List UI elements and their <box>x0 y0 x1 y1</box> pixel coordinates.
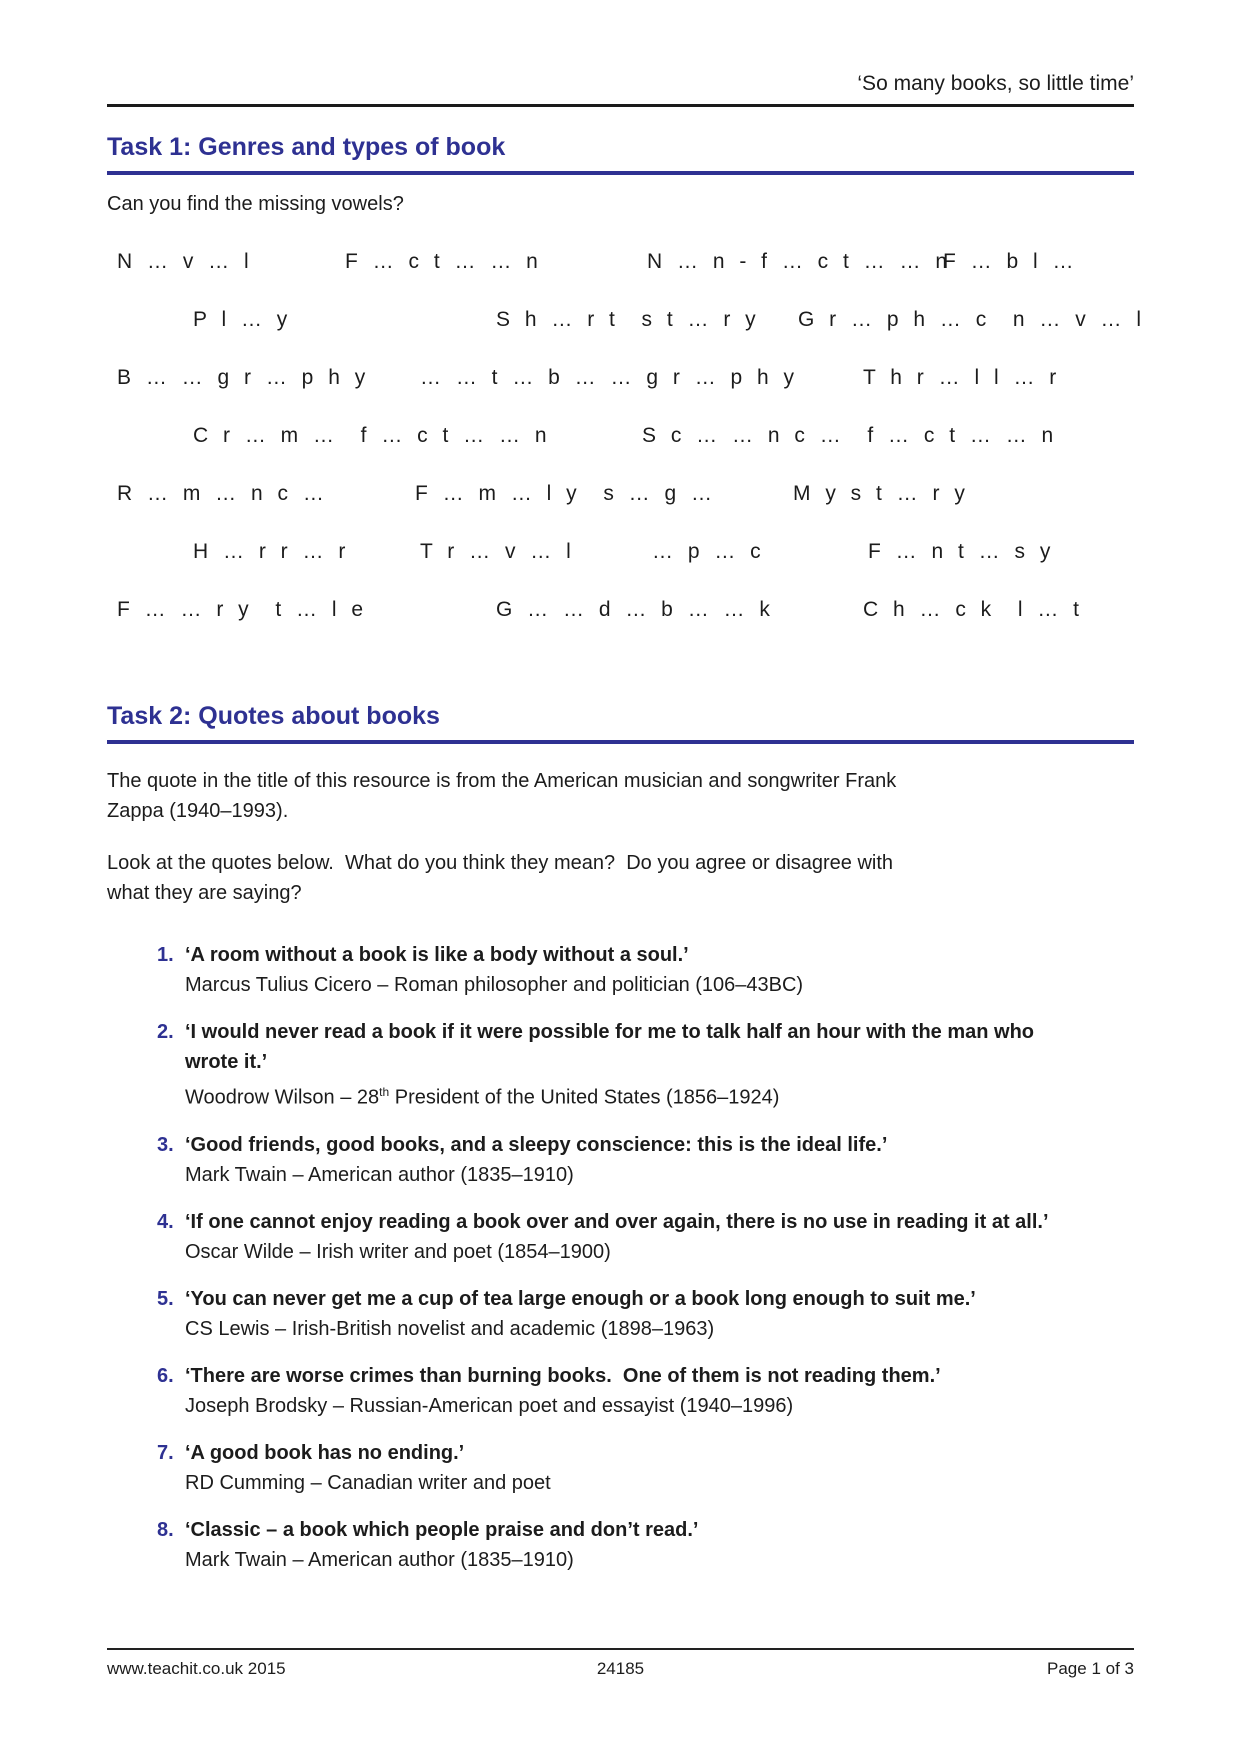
quote-text: ‘I would never read a book if it were possible for me to talk half an hour with the man who wrote it.’ <box>185 1021 1040 1073</box>
quotes-list <box>107 940 1134 1575</box>
quote-body <box>185 1361 941 1421</box>
vowel-word-mystery: M y s t … r y <box>793 482 968 505</box>
task1-prompt: Can you find the missing vowels? <box>107 193 404 215</box>
quote-body <box>185 1284 976 1344</box>
intro-line: The quote in the title of this resource is from the American musician and songwriter Frank <box>107 770 897 792</box>
quote-text: ‘There are worse crimes than burning books. One of them is not reading them.’ <box>185 1364 941 1387</box>
footer-doc-id: 24185 <box>596 1659 645 1678</box>
quote-item-6 <box>157 1361 1134 1421</box>
vowel-word-graphic-novel: G r … p h … c n … v … l <box>798 308 1145 331</box>
quote-item-7 <box>157 1438 1134 1498</box>
vowel-word-family-saga: F … m … l y s … g … <box>415 482 716 505</box>
vowel-word-horror: H … r r … r <box>193 540 349 563</box>
quote-item-8 <box>157 1515 1134 1575</box>
task1-section <box>107 133 1145 646</box>
intro-line: Zappa (1940–1993). <box>107 800 289 822</box>
task2-intro-instructions <box>107 848 1134 908</box>
vowel-word-fantasy: F … n t … s y <box>868 540 1054 563</box>
vowel-word-thriller: T h r … l l … r <box>863 366 1060 389</box>
vowel-word-autobiography: … … t … b … … g r … p h y <box>420 366 798 389</box>
vowel-word-novel: N … v … l <box>117 250 252 273</box>
quote-text: ‘A good book has no ending.’ <box>185 1441 465 1464</box>
vowel-word-biography: B … … g r … p h y <box>117 366 369 389</box>
quote-body <box>185 1017 1085 1113</box>
footer-site: www.teachit.co.uk 2015 <box>107 1659 286 1678</box>
quote-item-2 <box>157 1017 1134 1113</box>
vowel-word-epic: … p … c <box>652 540 764 563</box>
attribution-post: President of the United States (1856–1924) <box>389 1086 780 1109</box>
quote-number: 8. <box>157 1518 174 1541</box>
footer-page-number: Page 1 of 3 <box>1047 1659 1134 1678</box>
quote-text: ‘A room without a book is like a body without a soul.’ <box>185 944 689 966</box>
vowel-row <box>107 588 1134 646</box>
vowel-word-fable: F … b l … <box>943 250 1077 273</box>
vowel-word-fiction: F … c t … … n <box>345 250 541 273</box>
quote-number: 4. <box>157 1210 174 1233</box>
vowel-row <box>107 472 1134 530</box>
vowel-word-play: P l … y <box>193 308 291 331</box>
quote-attribution: RD Cumming – Canadian writer and poet <box>185 1471 551 1494</box>
page-content <box>107 0 1145 1592</box>
vowel-row <box>107 298 1145 356</box>
quote-attribution <box>185 1077 1085 1113</box>
task2-section <box>107 702 1134 1575</box>
vowel-word-science-fiction: S c … … n c … f … c t … … n <box>642 424 1057 447</box>
quote-body <box>185 1515 698 1575</box>
doc-header <box>107 0 1134 107</box>
quote-number: 5. <box>157 1287 174 1310</box>
vowel-row <box>107 530 1134 588</box>
vowel-row <box>107 414 1134 472</box>
vowel-word-guidebook: G … … d … b … … k <box>496 598 773 621</box>
quote-body <box>185 940 803 1000</box>
quote-text: ‘Good friends, good books, and a sleepy conscience: this is the ideal life.’ <box>185 1133 888 1156</box>
quote-text: ‘Classic – a book which people praise and don’t read.’ <box>185 1518 699 1541</box>
vowel-word-fairy-tale: F … … r y t … l e <box>117 598 367 621</box>
quote-attribution: CS Lewis – Irish-British novelist and academic (1898–1963) <box>185 1317 715 1340</box>
quote-number: 7. <box>157 1441 174 1464</box>
intro-line: Look at the quotes below. What do you think they mean? Do you agree or disagree with <box>107 852 894 874</box>
vowel-word-romance: R … m … n c … <box>117 482 327 505</box>
quote-attribution: Joseph Brodsky – Russian-American poet and essayist (1940–1996) <box>185 1394 794 1417</box>
quote-number: 6. <box>157 1364 174 1387</box>
vowel-word-chick-lit: C h … c k l … t <box>863 598 1083 621</box>
vowel-word-non-fiction: N … n - f … c t … … n <box>647 250 951 273</box>
vowel-word-crime-fiction: C r … m … f … c t … … n <box>193 424 550 447</box>
quote-attribution: Oscar Wilde – Irish writer and poet (1854–1900) <box>185 1240 611 1263</box>
task2-heading: Task 2: Quotes about books <box>107 702 1134 744</box>
vowel-row <box>107 356 1134 414</box>
vowel-row <box>107 240 1134 298</box>
quote-body <box>185 1130 887 1190</box>
task2-intro-zappa <box>107 766 1134 826</box>
quote-item-5 <box>157 1284 1134 1344</box>
quote-attribution: Marcus Tulius Cicero – Roman philosopher and politician (106–43BC) <box>185 974 804 996</box>
vowel-word-travel: T r … v … l <box>420 540 574 563</box>
doc-title: ‘So many books, so little time’ <box>857 72 1134 95</box>
quote-number: 3. <box>157 1133 174 1156</box>
quote-number: 2. <box>157 1021 174 1043</box>
doc-footer <box>107 1648 1134 1679</box>
quote-number: 1. <box>157 944 174 966</box>
quote-text: ‘You can never get me a cup of tea large enough or a book long enough to suit me.’ <box>185 1287 976 1310</box>
quote-body <box>185 1438 551 1498</box>
quote-attribution: Mark Twain – American author (1835–1910) <box>185 1548 574 1571</box>
attribution-pre: Woodrow Wilson – 28 <box>185 1086 380 1109</box>
quote-item-3 <box>157 1130 1134 1190</box>
vowel-word-short-story: S h … r t s t … r y <box>496 308 759 331</box>
quote-attribution: Mark Twain – American author (1835–1910) <box>185 1163 574 1186</box>
quote-body <box>185 1207 1049 1267</box>
vowel-exercise <box>107 240 1145 646</box>
quote-item-4 <box>157 1207 1134 1267</box>
quote-text: ‘If one cannot enjoy reading a book over and over again, there is no use in reading it at all.’ <box>185 1210 1049 1233</box>
quote-item-1 <box>157 940 1134 1000</box>
intro-line: what they are saying? <box>107 882 302 904</box>
ordinal-suffix: th <box>379 1085 390 1099</box>
task1-heading: Task 1: Genres and types of book <box>107 133 1134 175</box>
